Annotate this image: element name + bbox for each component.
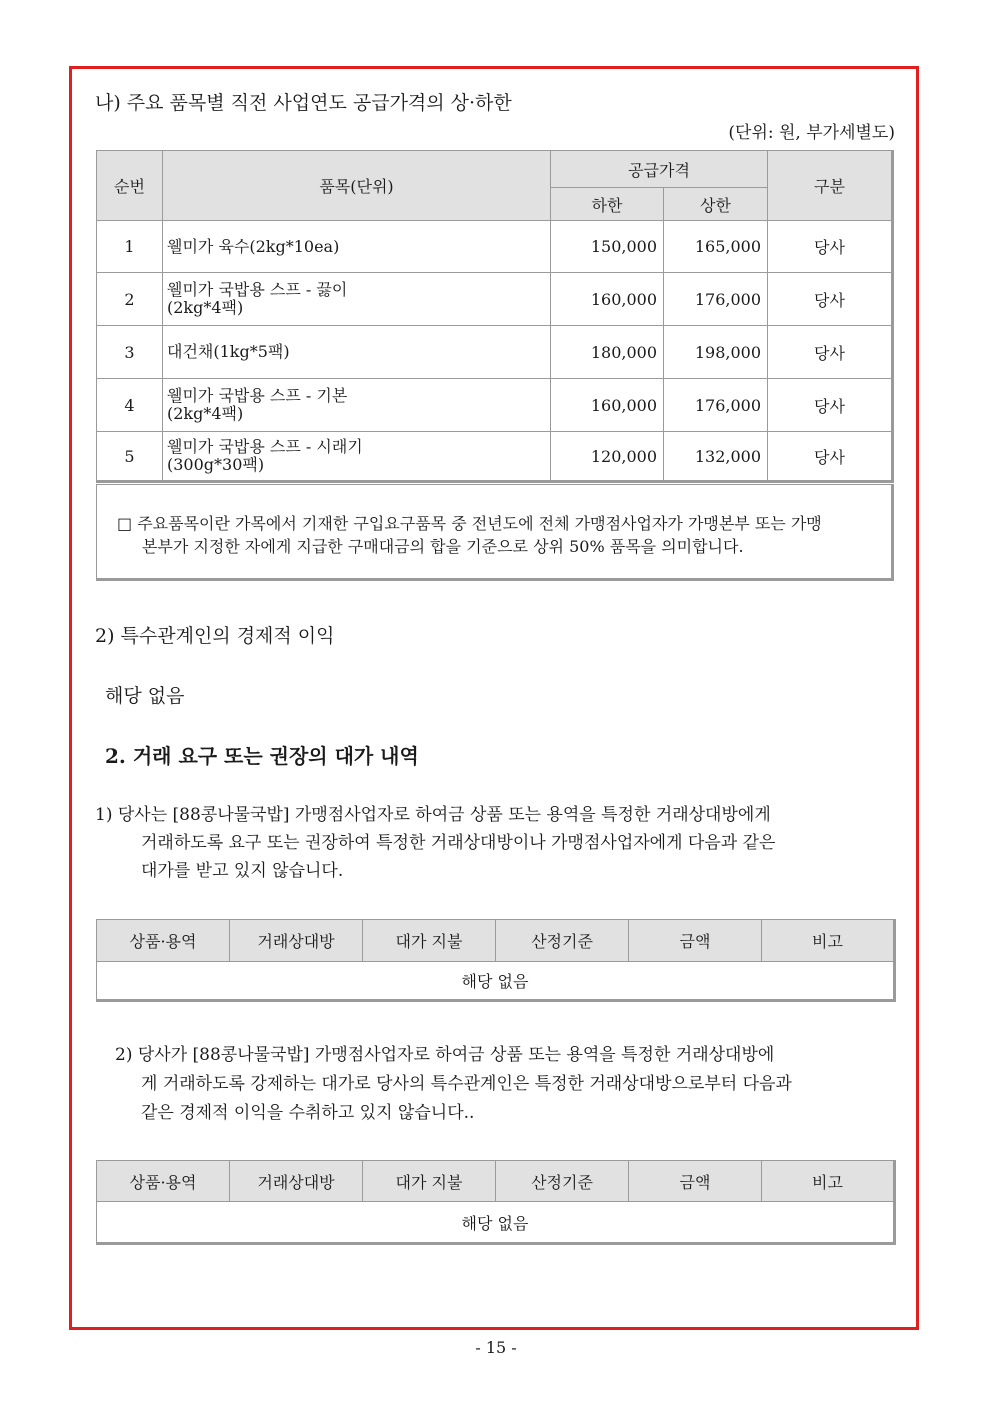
col-header-category: 구분 [768,151,893,221]
para2-line: 2) 당사가 [88콩나물국밥] 가맹점사업자로 하여금 상품 또는 용역을 특정한 거래상대방에 [115,1045,775,1065]
empty-cell: 해당 없음 [97,1202,895,1244]
row-item-line2: (2kg*4팩) [167,404,244,423]
row-no: 1 [97,221,163,273]
price-table [96,150,894,483]
row-upper: 165,000 [664,221,768,273]
row-item [163,221,551,273]
row-item-line1: 웰미가 육수(2kg*10ea) [167,236,340,256]
row-item [163,432,551,482]
row-item-line1: 웰미가 국밥용 스프 - 시래기 [167,437,363,456]
row-item-line1: 웰미가 국밥용 스프 - 끓이 [167,280,348,299]
col-header-supply-price: 공급가격 [551,151,768,188]
row-category: 당사 [768,273,893,326]
para2-line: 게 거래하도록 강제하는 대가로 당사의 특수관계인은 특정한 거래상대방으로부터 다음과 [141,1074,792,1094]
col-header-no: 순번 [97,151,163,221]
row-item-line1: 웰미가 국밥용 스프 - 기본 [167,386,348,405]
table-row [97,1202,895,1244]
unit-note: (단위: 원, 부가세별도) [728,123,895,143]
col-header-payment: 대가 지불 [363,920,496,962]
row-no: 4 [97,379,163,432]
row-upper: 132,000 [664,432,768,482]
row-no: 5 [97,432,163,482]
row-item [163,273,551,326]
row-lower: 160,000 [551,379,664,432]
para2-line: 같은 경제적 이익을 수취하고 있지 않습니다.. [141,1103,475,1123]
para1-line: 1) 당사는 [88콩나물국밥] 가맹점사업자로 하여금 상품 또는 용역을 특정한 거래상대방에게 [95,805,771,825]
table-row [97,379,893,432]
col-header-basis: 산정기준 [496,1161,629,1202]
section-2-title: 2) 특수관계인의 경제적 이익 [95,625,335,647]
row-item-line2: (300g*30팩) [167,455,265,474]
col-header-amount: 금액 [629,1161,762,1202]
row-upper: 198,000 [664,326,768,379]
col-header-remarks: 비고 [762,1161,895,1202]
row-upper: 176,000 [664,379,768,432]
col-header-item: 품목(단위) [163,151,551,221]
row-lower: 160,000 [551,273,664,326]
table-row [97,432,893,482]
row-lower: 120,000 [551,432,664,482]
col-header-payment: 대가 지불 [363,1161,496,1202]
col-header-amount: 금액 [629,920,762,962]
row-lower: 150,000 [551,221,664,273]
row-no: 2 [97,273,163,326]
table-row [97,326,893,379]
col-header-upper: 상한 [664,188,768,221]
col-header-counterparty: 거래상대방 [230,920,363,962]
note-line: 본부가 지정한 자에게 지급한 구매대금의 합을 기준으로 상위 50% 품목을 의미합니다. [142,537,744,556]
row-category: 당사 [768,379,893,432]
note-box [96,484,894,581]
row-item-line1: 대건채(1kg*5팩) [167,342,290,361]
section-na-title: 나) 주요 품목별 직전 사업연도 공급가격의 상·하한 [95,92,512,114]
col-header-product: 상품·용역 [97,920,230,962]
row-item [163,326,551,379]
row-item [163,379,551,432]
table-row [97,273,893,326]
page-number: - 15 - [475,1338,517,1357]
compensation-table-b [96,1160,896,1245]
row-category: 당사 [768,221,893,273]
row-category: 당사 [768,326,893,379]
col-header-basis: 산정기준 [496,920,629,962]
table-row [97,221,893,273]
col-header-product: 상품·용역 [97,1161,230,1202]
para1-line: 대가를 받고 있지 않습니다. [141,861,344,881]
row-no: 3 [97,326,163,379]
row-category: 당사 [768,432,893,482]
compensation-table-a [96,919,896,1002]
col-header-lower: 하한 [551,188,664,221]
col-header-counterparty: 거래상대방 [230,1161,363,1202]
table-row [97,962,895,1001]
section-2-body: 해당 없음 [105,685,185,707]
empty-cell: 해당 없음 [97,962,895,1001]
note-line: □ 주요품목이란 가목에서 기재한 구입요구품목 중 전년도에 전체 가맹점사업자가 가맹본부 또는 가맹 [117,514,822,533]
col-header-remarks: 비고 [762,920,895,962]
row-item-line2: (2kg*4팩) [167,298,244,317]
para1-line: 거래하도록 요구 또는 권장하여 특정한 거래상대방이나 가맹점사업자에게 다음과 같은 [141,833,776,853]
section-main2-title: 2. 거래 요구 또는 권장의 대가 내역 [105,744,419,768]
row-lower: 180,000 [551,326,664,379]
row-upper: 176,000 [664,273,768,326]
